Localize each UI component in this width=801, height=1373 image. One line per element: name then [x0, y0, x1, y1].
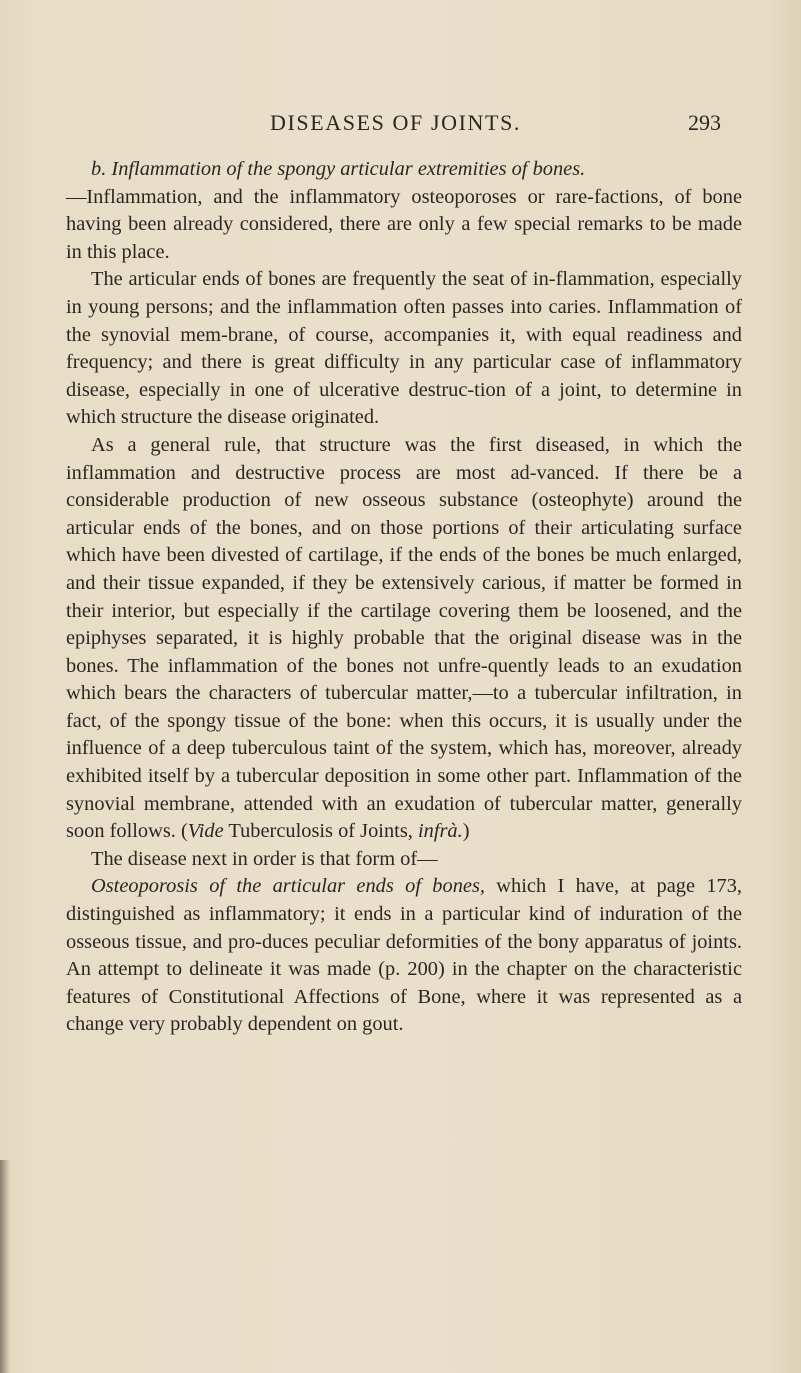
paragraph-osteoporosis — [66, 873, 742, 1039]
infra-reference: infrà. — [417, 820, 463, 843]
closing-paren: ) — [462, 820, 470, 843]
running-head — [70, 110, 721, 140]
paragraph-articular-ends: The articular ends of bones are frequently the seat of in-flammation, especially in young persons; and the inflammation often passes into caries. Inflammation of the synovial mem-brane, of course, accompanies it, with equal readiness and frequency; and there is great difficulty in any particular case of inflammatory disease, especially in one of ulcerative destruc-tion of a joint, to determine in which structure the disease originated. — [66, 268, 742, 429]
tuberculosis-reference: Tuberculosis of Joints, — [223, 820, 418, 843]
general-rule-text: As a general rule, that structure was the first diseased, in which the inflammation and destructive process are most ad-vanced. If there be a considerable production of new osseous substance (osteophyte) around the articular ends of the bones, and on those portions of their articulating surface which have been divested of cartilage, if the ends of the bones be much enlarged, and their tissue expanded, if they be extensively carious, if matter be formed in their interior, but especially if the cartilage covering them be loosened, and the epiphyses separated, it is highly probable that the original disease was in the bones. The inflammation of the bones not unfre-quently leads to an exudation which bears the characters of tubercular matter,—to a tubercular infiltration, in fact, of the spongy tissue of the bone: when this occurs, it is usually under the influence of a deep tuberculous taint of the system, which has, moreover, already exhibited itself by a tubercular deposition in some other part. Inflammation of the synovial membrane, attended with an exudation of tubercular matter, generally soon follows. ( — [66, 433, 742, 843]
running-title: DISEASES OF JOINTS. — [269, 110, 522, 135]
section-label: b. — [91, 158, 107, 180]
vide-reference: Vide — [187, 820, 224, 843]
section-heading: Inflammation of the spongy articular extremities of bones. — [111, 158, 586, 180]
paragraph-inflammation-text: —Inflammation, and the inflammatory osteoporoses or rare-factions, of bone having been already considered, there are only a few special remarks to be made in this place. — [66, 185, 742, 263]
page-edge-shadow — [0, 1160, 10, 1373]
osteoporosis-text: which I have, at page 173, distinguished as inflammatory; it ends in a particular kind of induration of the osseous tissue, and pro-duces peculiar deformities of the bony apparatus of joints. An attempt to delineate it was made (p. 200) in the chapter on the characteristic features of Constitutional Affections of Bone, where it was represented as a change very probably dependent on gout. — [66, 875, 743, 1036]
paragraph-next-disease: The disease next in order is that form of— — [91, 847, 438, 870]
paragraph-inflammation — [66, 156, 742, 266]
body-text — [66, 156, 742, 1039]
paragraph-general-rule — [66, 432, 742, 846]
page-number: 293 — [688, 110, 721, 135]
osteoporosis-heading: Osteoporosis of the articular ends of bones, — [91, 875, 485, 898]
